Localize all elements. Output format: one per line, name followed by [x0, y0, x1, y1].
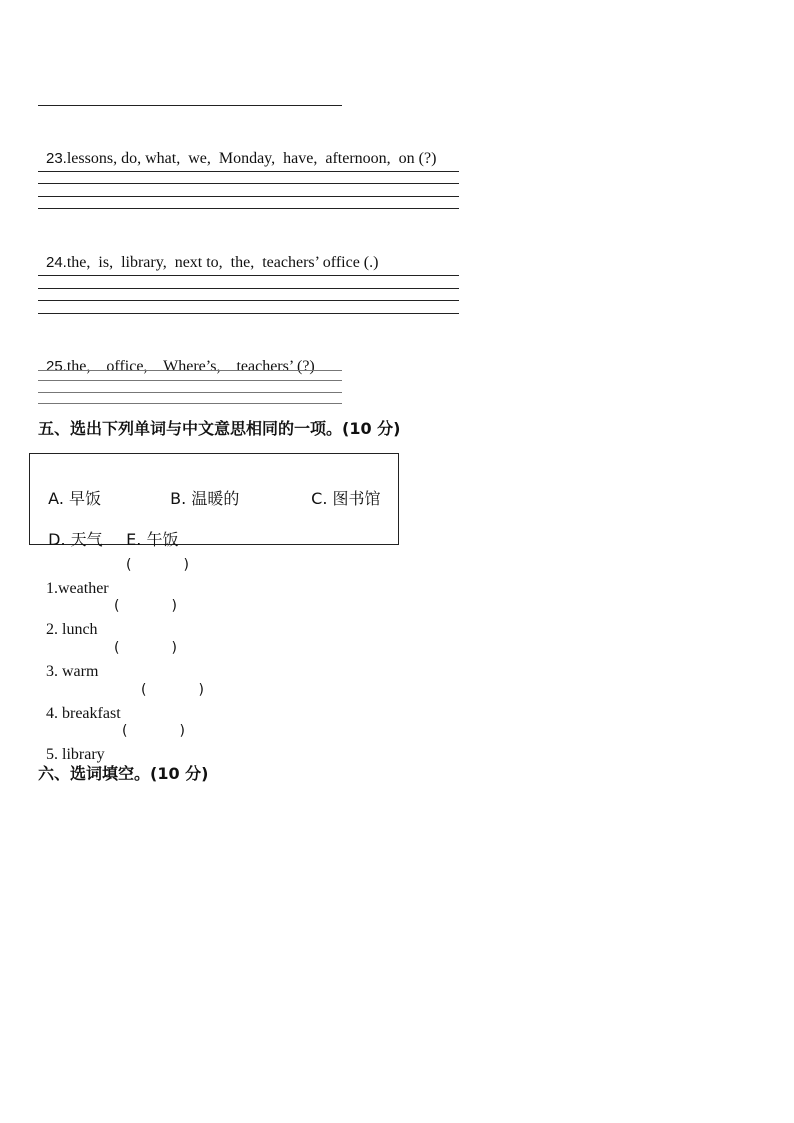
- option-label: C.: [311, 489, 328, 508]
- answer-line[interactable]: [38, 275, 459, 276]
- option-text: 图书馆: [332, 489, 381, 508]
- item-word: 5. library: [46, 746, 105, 763]
- item-word: 4. breakfast: [46, 705, 121, 722]
- answer-line[interactable]: [38, 288, 459, 289]
- answer-blank[interactable]: ( ): [141, 682, 204, 698]
- answer-blank[interactable]: ( ): [122, 723, 185, 739]
- option-text: 早饭: [69, 489, 102, 508]
- option-b: [160, 466, 239, 510]
- question-number: 24.: [46, 254, 67, 271]
- option-c: [301, 466, 381, 510]
- option-text: 温暖的: [191, 489, 240, 508]
- option-text: 午饭: [146, 530, 179, 549]
- question-number: 23.: [46, 150, 67, 167]
- question-number: 25.: [46, 358, 67, 375]
- answer-blank[interactable]: ( ): [114, 598, 177, 614]
- item-word: 1.weather: [46, 580, 109, 597]
- answer-line[interactable]: [38, 171, 459, 172]
- option-label: B.: [170, 489, 187, 508]
- question-23: [38, 129, 436, 169]
- section-5-heading: 五、选出下列单词与中文意思相同的一项。(10 分): [38, 419, 401, 438]
- answer-line[interactable]: [38, 183, 459, 184]
- question-text: lessons, do, what, we, Monday, have, afternoon, on (?): [66, 150, 437, 167]
- answer-line[interactable]: [38, 380, 342, 381]
- option-label: D.: [48, 530, 66, 549]
- match-item-lunch: [38, 597, 98, 641]
- answer-line[interactable]: [38, 313, 459, 314]
- question-text: the, office, Where’s, teachers’ (?): [66, 358, 315, 375]
- answer-line[interactable]: [38, 105, 342, 106]
- answer-line[interactable]: [38, 403, 342, 404]
- question-24: [38, 233, 378, 273]
- section-6-heading: 六、选词填空。(10 分): [38, 764, 209, 783]
- option-e: [116, 507, 178, 551]
- answer-line[interactable]: [38, 208, 459, 209]
- option-text: 天气: [70, 530, 103, 549]
- option-d: [38, 507, 103, 551]
- item-word: 3. warm: [46, 663, 99, 680]
- match-item-warm: [38, 639, 98, 683]
- answer-line[interactable]: [38, 370, 342, 371]
- answer-line[interactable]: [38, 300, 459, 301]
- answer-line[interactable]: [38, 392, 342, 393]
- match-item-breakfast: [38, 681, 121, 725]
- answer-blank[interactable]: ( ): [126, 557, 189, 573]
- option-a: [38, 466, 101, 510]
- option-label: E.: [126, 530, 142, 549]
- answer-line[interactable]: [38, 196, 459, 197]
- item-word: 2. lunch: [46, 621, 98, 638]
- question-25: [38, 337, 315, 377]
- answer-blank[interactable]: ( ): [114, 640, 177, 656]
- option-label: A.: [48, 489, 64, 508]
- match-item-weather: [38, 556, 109, 600]
- question-text: the, is, library, next to, the, teachers’ office (.): [66, 254, 379, 271]
- match-item-library: [38, 722, 105, 766]
